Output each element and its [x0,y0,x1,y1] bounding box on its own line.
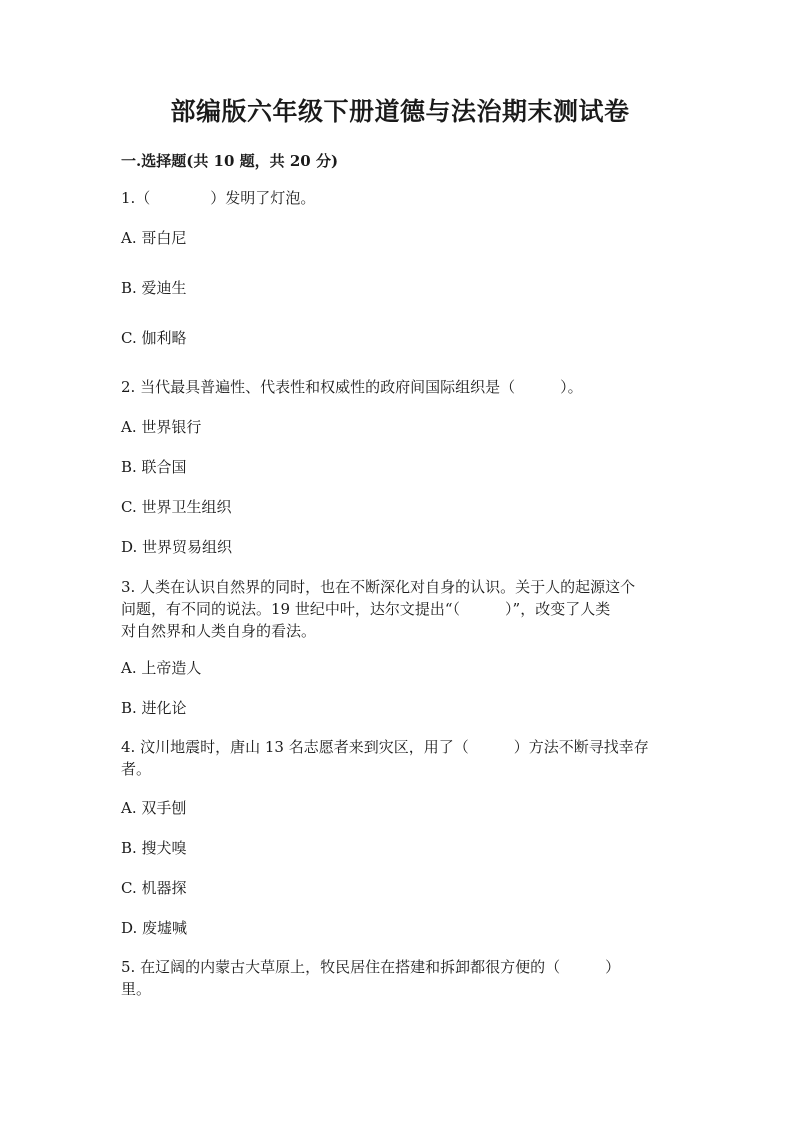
question-5-stem-line-1: 5. 在辽阔的内蒙古大草原上，牧民居住在搭建和拆卸都很方便的（ ） [121,958,621,976]
question-3-option-a: A. 上帝造人 [121,659,202,677]
question-2-option-a: A. 世界银行 [121,418,202,436]
question-1-option-a: A. 哥白尼 [121,229,187,247]
document-title: 部编版六年级下册道德与法治期末测试卷 [170,97,630,126]
question-4-option-d: D. 废墟喊 [121,919,188,937]
question-1-stem: 1.（ ）发明了灯泡。 [121,189,316,207]
section-heading: 一.选择题(共 10 题，共 20 分) [121,152,339,170]
question-5-stem-line-2: 里。 [121,980,152,998]
question-3-stem-line-3: 对自然界和人类自身的看法。 [121,622,317,640]
question-3-stem-line-1: 3. 人类在认识自然界的同时，也在不断深化对自身的认识。关于人的起源这个 [121,578,636,596]
question-3-stem-line-2: 问题，有不同的说法。19 世纪中叶，达尔文提出“（ ）”，改变了人类 [121,600,611,618]
question-2-option-d: D. 世界贸易组织 [121,538,233,556]
question-4-stem-line-2: 者。 [121,760,152,778]
question-4-option-c: C. 机器探 [121,879,187,897]
question-1-option-c: C. 伽利略 [121,329,187,347]
question-4-stem-line-1: 4. 汶川地震时，唐山 13 名志愿者来到灾区，用了（ ）方法不断寻找幸存 [121,738,649,756]
question-1-option-b: B. 爱迪生 [121,279,187,297]
question-2-option-c: C. 世界卫生组织 [121,498,232,516]
question-4-option-b: B. 搜犬嗅 [121,839,187,857]
question-3-option-b: B. 进化论 [121,699,187,717]
question-2-stem: 2. 当代最具普遍性、代表性和权威性的政府间国际组织是（ ）。 [121,378,583,396]
question-2-option-b: B. 联合国 [121,458,187,476]
question-4-option-a: A. 双手刨 [121,799,187,817]
